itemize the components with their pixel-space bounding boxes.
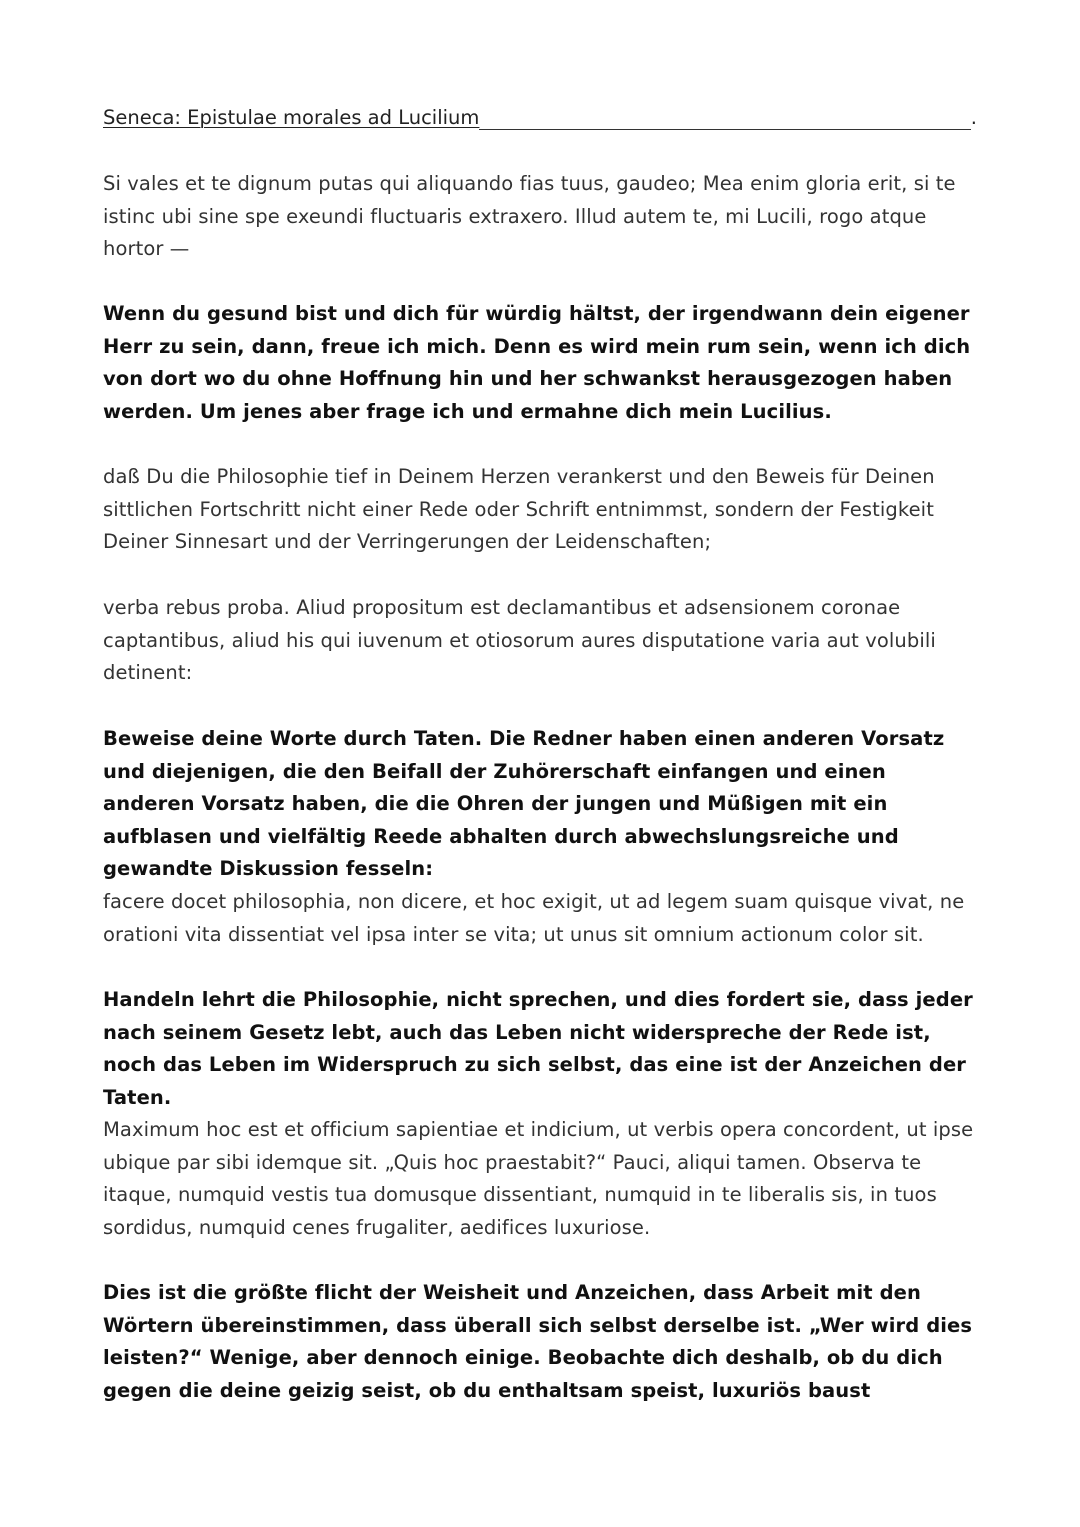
german-translation-paragraph-3: Handeln lehrt die Philosophie, nicht sprechen, und dies fordert sie, dass jeder nach seinem Gesetz lebt, auch das Leben nicht widerspreche der Rede ist, noch das Leben im Widerspruch zu sich selbst, das eine ist der Anzeichen der Taten. <box>103 988 973 1109</box>
latin-paragraph-5: Maximum hoc est et officium sapientiae et indicium, ut verbis opera concordent, ut ipse ubique par sibi idemque sit. „Quis hoc praestabit?“ Pauci, aliqui tamen. Observa te itaque, numquid vestis tua domusque dissentiant, numquid in te liberalis sis, in tuos sordidus, numquid cenes frugaliter, aedifices luxuriose. <box>103 1118 974 1239</box>
document-page <box>103 104 977 1402</box>
latin-paragraph-3: verba rebus proba. Aliud propositum est declamantibus et adsensionem coronae captantibus, aliud his qui iuvenum et otiosorum aures disputatione varia aut volubili detinent: <box>103 596 936 685</box>
latin-paragraph-4: facere docet philosophia, non dicere, et hoc exigit, ut ad legem suam quisque vivat, ne orationi vita dissentiat vel ipsa inter se vita; ut unus sit omnium actionum color sit. <box>103 890 965 946</box>
german-translation-paragraph-1: Wenn du gesund bist und dich für würdig hältst, der irgendwann dein eigener Herr zu sein, dann, freue ich mich. Denn es wird mein rum sein, wenn ich dich von dort wo du ohne Hoffnung hin und her schwankst herausgezogen haben werden. Um jenes aber frage ich und ermahne dich mein Lucilius. <box>103 302 971 423</box>
latin-paragraph-1: Si vales et te dignum putas qui aliquando fias tuus, gaudeo; Mea enim gloria erit, si te istinc ubi sine spe exeundi fluctuaris extraxero. Illud autem te, mi Lucili, rogo atque hortor — <box>103 172 956 261</box>
latin-paragraph-2: daß Du die Philosophie tief in Deinem Herzen verankerst und den Beweis für Deinen sittlichen Fortschritt nicht einer Rede oder Schrift entnimmst, sondern der Festigkeit Deiner Sinnesart und der Verringerungen der Leidenschaften; <box>103 465 935 554</box>
german-translation-paragraph-4: Dies ist die größte flicht der Weisheit und Anzeichen, dass Arbeit mit den Wörtern übereinstimmen, dass überall sich selbst derselbe ist. „Wer wird dies leisten?“ Wenige, aber dennoch einige. Beobachte dich deshalb, ob du dich gegen die deine geizig seist, ob du enthaltsam speist, luxuriös baust <box>103 1281 973 1402</box>
document-header <box>103 104 977 132</box>
german-translation-paragraph-2: Beweise deine Worte durch Taten. Die Redner haben einen anderen Vorsatz und diejenigen, die den Beifall der Zuhörerschaft einfangen und einen anderen Vorsatz haben, die die Ohren der jungen und Müßigen mit ein aufblasen und vielfältig Reede abhalten durch abwechslungsreiche und gewandte Diskussion fesseln: <box>103 727 945 881</box>
header-underline-rule <box>479 128 970 130</box>
header-trailing-mark: . <box>970 106 977 129</box>
document-title: Seneca: Epistulae morales ad Lucilium <box>103 106 480 129</box>
